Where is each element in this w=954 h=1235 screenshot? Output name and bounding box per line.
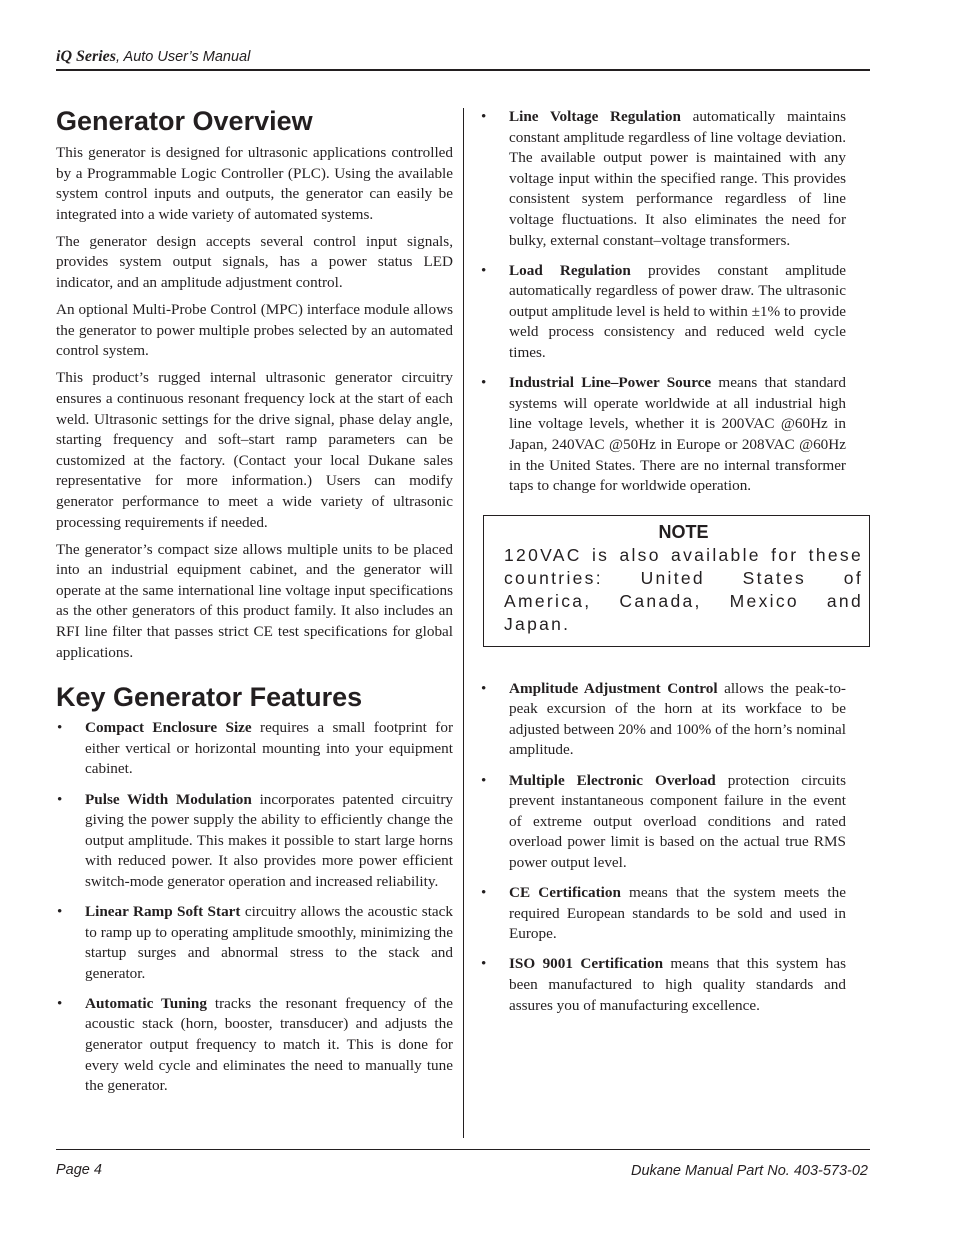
column-separator (463, 108, 464, 1138)
feature-item (56, 994, 453, 1097)
feature-text: means that standard systems will operate worldwide at all industrial high line voltage levels, whether it is 200VAC @60Hz in Japan, 240VAC @50Hz in Europe or 208VAC @60Hz in the United States. There are no internal transformer taps to change for worldwide operation. (509, 374, 846, 495)
header-rule (56, 69, 870, 71)
left-column (56, 104, 453, 1106)
feature-item (480, 107, 846, 251)
feature-text: requires a small footprint for either vertical or horizontal mounting into your equipment cabinet. (85, 719, 453, 778)
features-list-right-bottom (480, 679, 846, 1016)
right-column (480, 107, 863, 1026)
feature-text: allows the peak-to-peak excursion of the horn at its workface to be adjusted between 20% and 100% of the horn’s nominal amplitude. (509, 679, 846, 759)
feature-item (480, 771, 846, 874)
header-suffix: , Auto User’s Manual (116, 49, 251, 65)
feature-item (480, 883, 846, 945)
overview-paragraph: An optional Multi-Probe Control (MPC) interface module allows the generator to power multiple probes selected by an automated control system. (56, 301, 453, 360)
features-list-right-top (480, 107, 846, 497)
feature-item (56, 718, 453, 780)
feature-term: ISO 9001 Certification (509, 955, 664, 973)
features-heading: Key Generator Features (56, 682, 363, 713)
feature-term: Pulse Width Modulation (85, 790, 252, 808)
overview-paragraph: The generator design accepts several control input signals, provides system output signals, has a power status LED indicator, and an amplitude adjustment control. (56, 232, 453, 292)
note-body: 120VAC is also available for these countries: United States of America, Canada, Mexico and Japan. (504, 544, 863, 634)
overview-paragraph: The generator’s compact size allows multiple units to be placed into an industrial equipment cabinet, and the generator will operate at the same international line voltage input specifications as the other generators of this product family. It also includes an RFI line filter that passes strict CE test specifications for global applications. (56, 540, 453, 661)
feature-item (480, 954, 846, 1016)
feature-text: incorporates patented circuitry giving the power supply the ability to efficiently change the output amplitude. This makes it possible to start large horns with reduced power. It also provides more power efficient switch-mode generator operation and increased reliability. (85, 790, 454, 890)
feature-text: means that this system has been manufactured to high quality standards and assures you of manufacturing excellence. (509, 955, 846, 1014)
feature-text: provides constant amplitude automatically regardless of power draw. The ultrasonic output amplitude level is held to within ±1% to provide weld process consistency and reduced weld cycle times. (509, 261, 846, 362)
manual-part-number: Dukane Manual Part No. 403-573-02 (631, 1163, 868, 1179)
feature-term: CE Certification (509, 884, 621, 902)
overview-paragraph: This product’s rugged internal ultrasonic generator circuitry ensures a continuous resonant frequency lock at the start of each weld. Ultrasonic settings for the drive signal, phase delay angle, starting frequency and soft–start ramp parameters can be customized at the factory. (Contact your local Dukane sales representative for more information.) Users can modify generator performance to meet a wide variety of ultrasonic processing requirements if needed. (56, 369, 453, 531)
feature-term: Multiple Electronic Overload (509, 771, 716, 789)
feature-term: Linear Ramp Soft Start (85, 903, 241, 920)
features-list-left (56, 718, 453, 1097)
feature-text: protection circuits prevent instantaneous component failure in the event of extreme output overload conditions and rated overload power limit is based on the actual true RMS power output level. (509, 771, 846, 871)
feature-item (480, 261, 846, 364)
feature-item (480, 373, 846, 497)
page-number: Page 4 (56, 1162, 102, 1178)
note-box (483, 515, 870, 647)
feature-term: Line Voltage Regulation (509, 108, 681, 125)
feature-term: Compact Enclosure Size (85, 719, 252, 737)
feature-item (56, 790, 453, 893)
feature-term: Load Regulation (509, 261, 631, 279)
overview-heading: Generator Overview (56, 106, 313, 136)
feature-term: Automatic Tuning (85, 994, 207, 1012)
header-series: iQ Series (56, 48, 116, 65)
feature-term: Industrial Line–Power Source (509, 374, 712, 392)
running-header (56, 48, 250, 66)
feature-text: means that the system meets the required European standards to be sold and used in Europe. (509, 884, 846, 943)
feature-text: circuitry allows the acoustic stack to ramp up to operating amplitude smoothly, minimizing the startup surges and abnormal stress to the stack and generator. (85, 903, 453, 982)
feature-term: Amplitude Adjustment Control (509, 679, 718, 697)
footer-rule (56, 1149, 870, 1150)
feature-text: tracks the resonant frequency of the acoustic stack (horn, booster, transducer) and adjusts the generator output frequency to match it. This is done for every weld cycle and eliminates the need to manually tune the generator. (85, 994, 453, 1095)
feature-item (480, 679, 846, 761)
overview-paragraph: This generator is designed for ultrasonic applications controlled by a Programmable Logic Controller (PLC). Using the available system control inputs and outputs, the generator can easily be integrated into a wide variety of automated systems. (56, 144, 453, 223)
feature-text: automatically maintains constant amplitude regardless of line voltage deviation. The available output power is maintained with any voltage input within the specified range. This provides consistent system performance regardless of line voltage fluctuations. It also eliminates the need for bulky, external constant–voltage transformers. (509, 108, 846, 249)
feature-item (56, 902, 453, 984)
note-title: NOTE (658, 521, 709, 542)
